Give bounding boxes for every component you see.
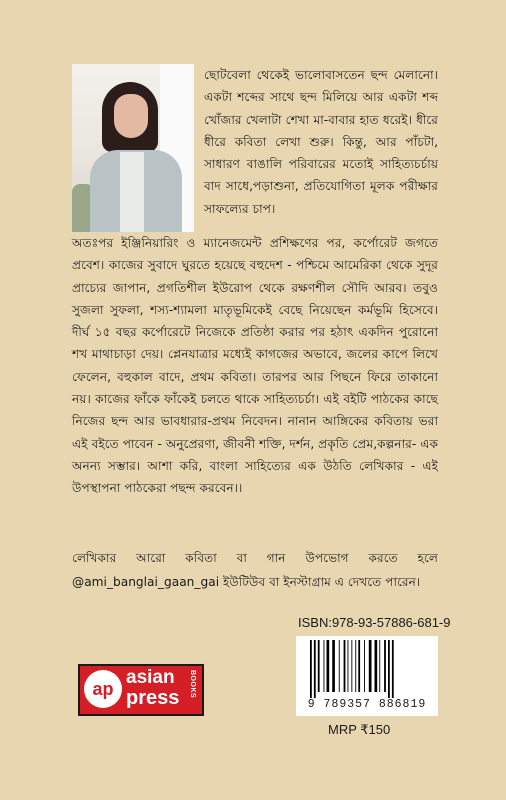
barcode-bar [369, 640, 372, 692]
isbn-label: ISBN:978-93-57886-681-9 [298, 615, 451, 630]
barcode-bar [318, 640, 320, 692]
barcode-bar [348, 640, 349, 692]
barcode-bar [375, 640, 378, 692]
barcode-bar [344, 640, 346, 692]
barcode-bar [332, 640, 335, 692]
barcode-bar [355, 640, 356, 692]
social-handle-paragraph: লেখিকার আরো কবিতা বা গান উপভোগ করতে হলে @ami_banglai_gaan_gai ইউটিউব বা ইনস্টাগ্রাম এ দেখতে পারেন। [72, 551, 438, 589]
barcode [296, 636, 438, 716]
barcode-bar [339, 640, 340, 692]
barcode-bar [388, 640, 390, 698]
barcode-number: 9 789357 886819 [307, 698, 427, 711]
blurb-paragraph-2: অতঃপর ইঞ্জিনিয়ারিং ও ম্যানেজমেন্ট প্রশিক্ষণের পর, কর্পোরেট জগতে প্রবেশ। কাজের সুবাদে ঘুরতে হয়েছে বহুদেশ - পশ্চিমে আমেরিকা থেকে সুদূর প্রাচ্যের জাপান, প্রগতিশীল ইউরোপ থেকে রক্ষণশীল সৌদি আরব। তবুও সুজলা সুফলা, শস্য-শ্যামলা মাতৃভূমিকেই বেছে নিয়েছেন কর্মভূমি হিসেবে। দীর্ঘ ১৫ বছর কর্পোরেটে নিজেকে প্রতিষ্ঠা করার পর হঠাৎ একদিন পুরোনো শখ মাথাচাড়া দেয়। প্লেনযাত্রার মধ্যেই কাগজের অভাবে, জলের কাপে লিখে ফেলেন, বহুকাল বাদে, প্রথম কবিতা। তারপর আর পিছনে ফিরে তাকানো নয়। কাজের ফাঁকে ফাঁকেই চলতে থাকে সাহিত্যচর্চা। এই বইটি পাঠকের কাছে নিজের ছন্দ আর ভাবধারার-প্রথম নিবেদন। নানান আঙ্গিকের কবিতায় ভরা এই বইতে পাবেন - অনুপ্রেরণা, জীবনী শক্তি, দর্শন, প্রকৃতি প্রেম,কল্পনার- এক অনন্য সম্ভার। আশা করি, বাংলা সাহিত্যের এক উঠতি লেখিকার - এই উপস্থাপনা পাঠকেরা পছন্দ করবেন।। [72, 236, 438, 496]
photo-face [114, 94, 148, 138]
barcode-bar [314, 640, 316, 698]
barcode-bar [384, 640, 386, 692]
blurb-paragraph-1: ছোটবেলা থেকেই ভালোবাসতেন ছন্দ মেলানো। একটা শব্দের সাথে ছন্দ মিলিয়ে আর একটা শব্দ খোঁজার খেলাটা শেখা মা-বাবার হাত ধরেই। ধীরে ধীরে কবিতা লেখা শুরু। কিন্তু, আর পাঁচটা, সাধারণ বাঙালি পরিবারের মতোই সাহিত্যচর্চায় বাদ সাধে,পড়াশুনা, প্রতিযোগিতা মূলক পরীক্ষার সাফল্যের চাপ। [204, 68, 438, 216]
price-label: MRP ₹150 [328, 722, 391, 737]
barcode-bar [364, 640, 365, 692]
barcode-bar [358, 640, 360, 692]
barcode-bar [324, 640, 325, 692]
publisher-logo-mark: ap [84, 670, 122, 708]
barcode-bar [351, 640, 352, 692]
author-photo [72, 64, 194, 232]
publisher-logo [78, 664, 204, 716]
barcode-bars [308, 640, 426, 698]
publisher-word-press: press [126, 687, 180, 709]
publisher-word-asian: asian [126, 667, 175, 688]
barcode-bar [327, 640, 330, 692]
barcode-bar [379, 640, 380, 692]
photo-shirt [120, 152, 144, 232]
barcode-bar [392, 640, 394, 698]
barcode-bar [310, 640, 312, 698]
publisher-word-books: BOOKS [189, 670, 196, 699]
